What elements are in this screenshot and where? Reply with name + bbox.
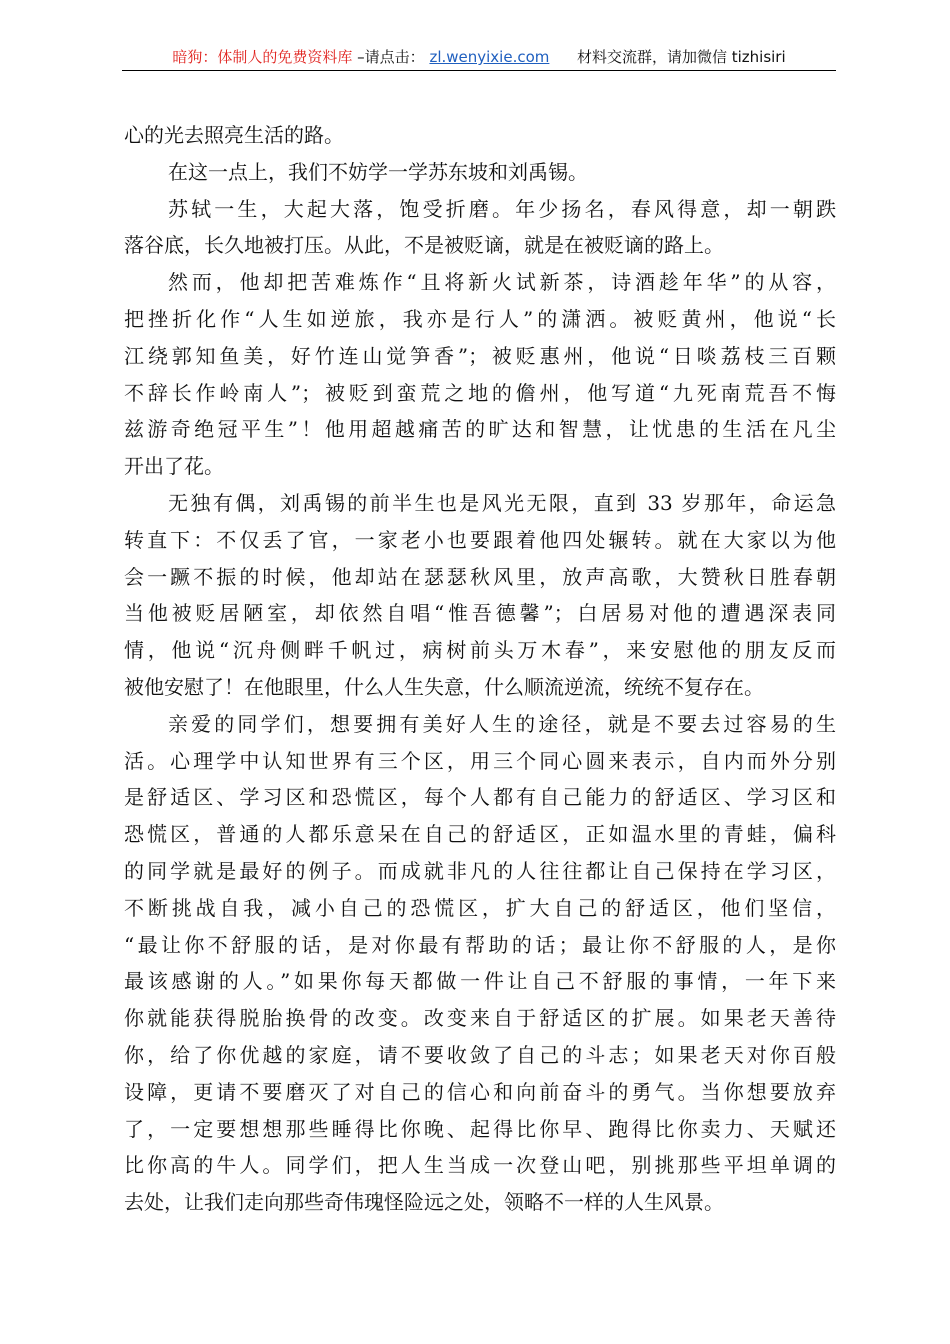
text-line: 然而，他却把苦难炼作“且将新火试新茶，诗酒趁年华”的从容，	[168, 270, 836, 295]
paragraph	[124, 154, 836, 191]
document-body	[124, 117, 836, 1221]
text-line: 你，给了你优越的家庭，请不要收敛了自己的斗志；如果老天对你百般	[124, 1042, 836, 1067]
text-line: 当他被贬居陋室，却依然自唱“惟吾德馨”；白居易对他的遭遇深表同	[124, 601, 836, 626]
text-line: 把挫折化作“人生如逆旅，我亦是行人”的潇洒。被贬黄州，他说“长	[124, 306, 836, 331]
text-line: 不断挑战自我，减小自己的恐慌区，扩大自己的舒适区，他们坚信，	[124, 895, 836, 920]
text-line: 比你高的牛人。同学们，把人生当成一次登山吧，别挑那些平坦单调的	[124, 1153, 836, 1178]
text-line: 恐慌区，普通的人都乐意呆在自己的舒适区，正如温水里的青蛙，偏科	[124, 822, 836, 847]
paragraph	[124, 706, 836, 1221]
text-line: 不辞长作岭南人”；被贬到蛮荒之地的儋州，他写道“九死南荒吾不悔	[124, 380, 836, 405]
header-link[interactable]: zl.wenyixie.com	[429, 48, 550, 66]
text-line: 情，他说“沉舟侧畔千帆过，病树前头万木春”，来安慰他的朋友反而	[124, 638, 836, 663]
paragraph	[124, 191, 836, 265]
header-prompt: –请点击：	[357, 48, 425, 66]
text-line: 最该感谢的人。”如果你每天都做一件让自己不舒服的事情，一年下来	[124, 969, 836, 994]
text-line: 你就能获得脱胎换骨的改变。改变来自于舒适区的扩展。如果老天善待	[124, 1006, 836, 1031]
text-line: 落谷底，长久地被打压。从此，不是被贬谪，就是在被贬谪的路上。	[124, 233, 724, 258]
text-line: 江绕郭知鱼美，好竹连山觉笋香”；被贬惠州，他说“日啖荔枝三百颗	[124, 343, 836, 368]
text-line: 活。心理学中认知世界有三个区，用三个同心圆来表示，自内而外分别	[124, 748, 836, 773]
text-line: 被他安慰了！在他眼里，什么人生失意，什么顺流逆流，统统不复存在。	[124, 674, 764, 699]
text-line: 苏轼一生，大起大落，饱受折磨。年少扬名，春风得意，却一朝跌	[168, 196, 836, 221]
paragraph	[124, 485, 836, 706]
text-line: 转直下：不仅丢了官，一家老小也要跟着他四处辗转。就在大家以为他	[124, 527, 836, 552]
text-line: 去处，让我们走向那些奇伟瑰怪险远之处，领略不一样的人生风景。	[124, 1190, 724, 1215]
text-line: “最让你不舒服的话，是对你最有帮助的话；最让你不舒服的人，是你	[124, 932, 836, 957]
paragraph	[124, 264, 836, 485]
text-line: 是舒适区、学习区和恐慌区，每个人都有自己能力的舒适区、学习区和	[124, 785, 836, 810]
text-line: 兹游奇绝冠平生”！他用超越痛苦的旷达和智慧，让忧患的生活在凡尘	[124, 417, 836, 442]
text-line: 会一蹶不振的时候，他却站在瑟瑟秋风里，放声高歌，大赞秋日胜春朝	[124, 564, 836, 589]
text-line: 设障，更请不要磨灭了对自己的信心和向前奋斗的勇气。当你想要放弃	[124, 1079, 836, 1104]
header-contact: 材料交流群，请加微信 tizhisiri	[576, 48, 786, 66]
text-line: 在这一点上，我们不妨学一学苏东坡和刘禹锡。	[168, 159, 588, 184]
page-header	[122, 46, 836, 71]
text-line: 亲爱的同学们，想要拥有美好人生的途径，就是不要去过容易的生	[168, 711, 836, 736]
text-line: 心的光去照亮生活的路。	[124, 123, 344, 147]
text-line: 的同学就是最好的例子。而成就非凡的人往往都让自己保持在学习区，	[124, 858, 836, 883]
text-line: 无独有偶，刘禹锡的前半生也是风光无限，直到 33 岁那年，命运急	[168, 490, 836, 515]
text-line: 了，一定要想想那些睡得比你晚、起得比你早、跑得比你卖力、天赋还	[124, 1116, 836, 1141]
header-brand: 暗狗：体制人的免费资料库	[172, 48, 353, 66]
paragraph	[124, 117, 836, 154]
text-line: 开出了花。	[124, 454, 224, 479]
